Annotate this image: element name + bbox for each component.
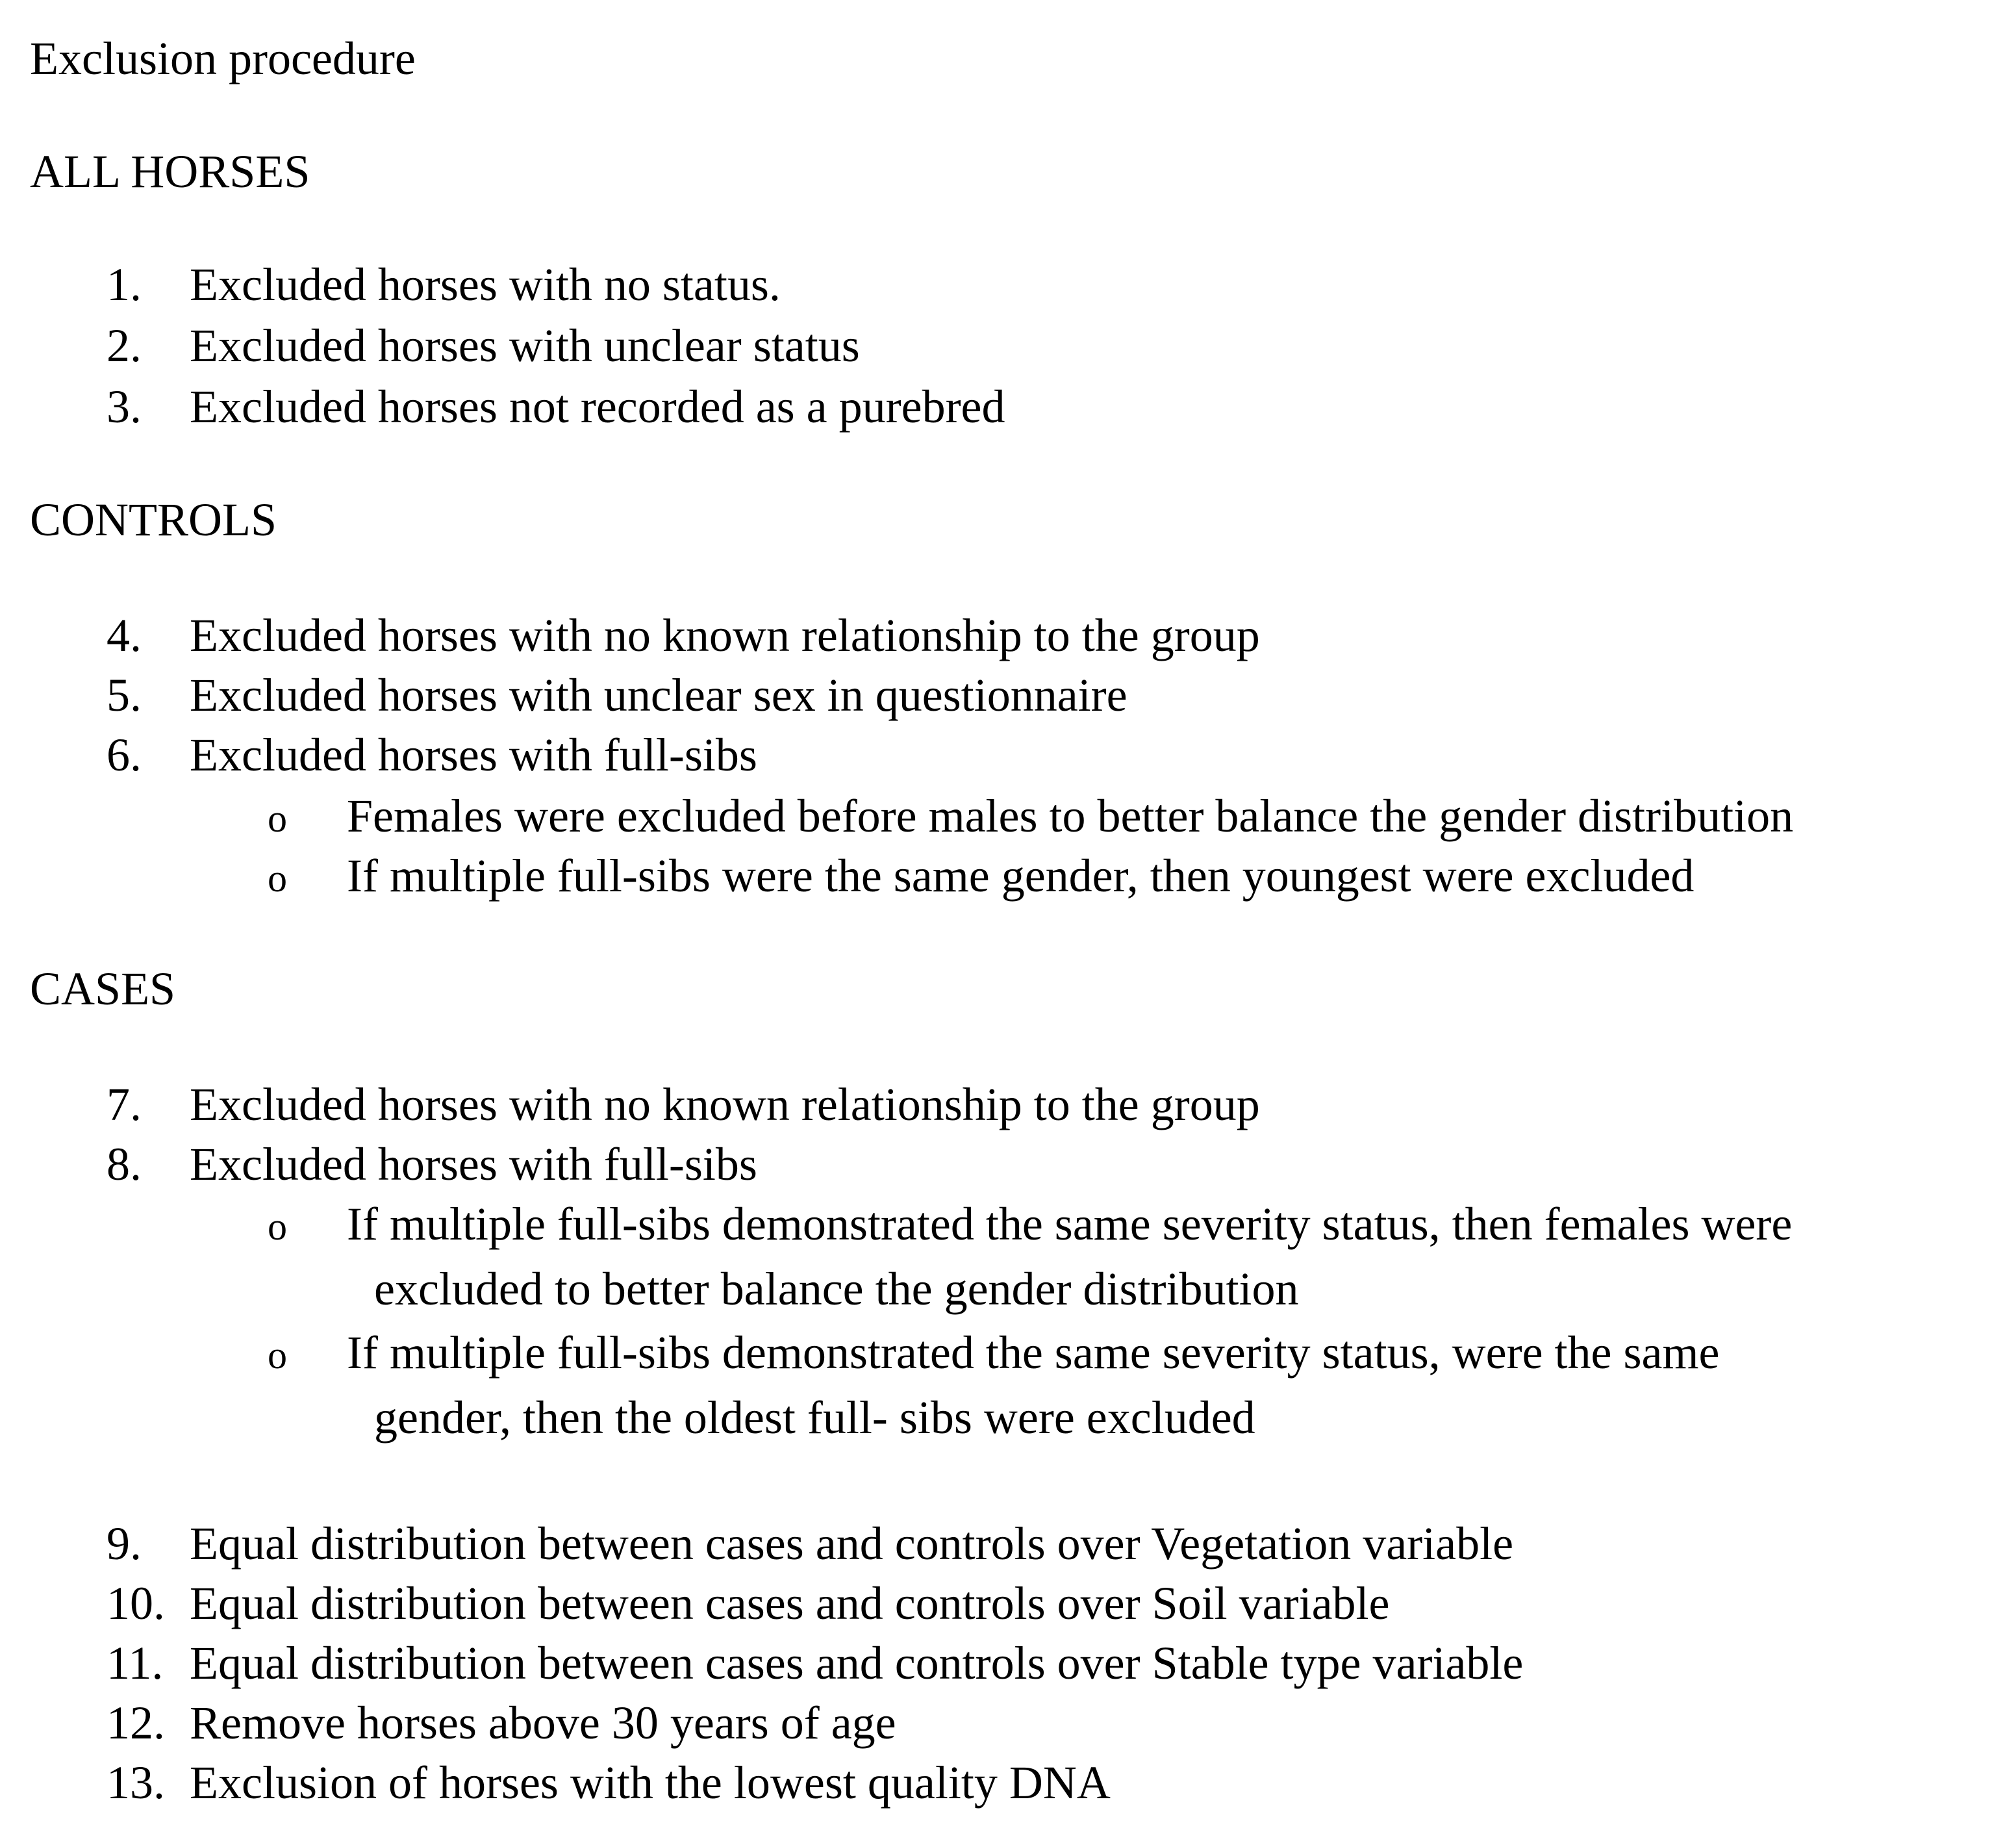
item-text: Excluded horses with full-sibs [190, 1138, 757, 1190]
item-text: Excluded horses with no known relationship to the group [190, 609, 1260, 661]
item-number: 3. [107, 381, 142, 433]
bullet-marker: o [268, 1334, 287, 1377]
item-text: Excluded horses with no status. [190, 259, 781, 311]
item-number: 7. [107, 1078, 142, 1130]
item-number: 12. [107, 1697, 165, 1749]
sub-item-text: Females were excluded before males to better balance the gender distribution [347, 790, 1794, 842]
bullet-marker: o [268, 1205, 287, 1248]
item-text: Excluded horses not recorded as a purebred [190, 381, 1005, 433]
item-number: 9. [107, 1518, 142, 1570]
item-number: 10. [107, 1577, 165, 1629]
item-number: 11. [107, 1637, 164, 1689]
item-number: 4. [107, 609, 142, 661]
item-number: 2. [107, 320, 142, 372]
sub-item-text: If multiple full-sibs demonstrated the same severity status, then females were [347, 1198, 1793, 1250]
item-text: Excluded horses with unclear sex in questionnaire [190, 669, 1128, 721]
document-title: Exclusion procedure [30, 32, 416, 84]
item-number: 13. [107, 1757, 165, 1809]
bullet-marker: o [268, 797, 287, 840]
item-number: 6. [107, 729, 142, 781]
item-number: 5. [107, 669, 142, 721]
item-text: Excluded horses with full-sibs [190, 729, 757, 781]
sub-item-text-continued: excluded to better balance the gender distribution [374, 1263, 1299, 1315]
bullet-marker: o [268, 857, 287, 900]
section-heading-all-horses: ALL HORSES [30, 146, 310, 197]
item-text: Equal distribution between cases and controls over Stable type variable [190, 1637, 1524, 1689]
item-text: Equal distribution between cases and controls over Soil variable [190, 1577, 1390, 1629]
item-text: Remove horses above 30 years of age [190, 1697, 896, 1749]
item-number: 8. [107, 1138, 142, 1190]
section-heading-controls: CONTROLS [30, 494, 277, 546]
item-number: 1. [107, 259, 142, 311]
item-text: Exclusion of horses with the lowest quality DNA [190, 1757, 1111, 1809]
section-heading-cases: CASES [30, 963, 176, 1015]
item-text: Excluded horses with unclear status [190, 320, 860, 372]
sub-item-text: If multiple full-sibs were the same gender, then youngest were excluded [347, 850, 1695, 902]
sub-item-text-continued: gender, then the oldest full- sibs were excluded [374, 1392, 1255, 1444]
sub-item-text: If multiple full-sibs demonstrated the same severity status, were the same [347, 1327, 1720, 1379]
item-text: Excluded horses with no known relationship to the group [190, 1078, 1260, 1130]
item-text: Equal distribution between cases and controls over Vegetation variable [190, 1518, 1514, 1570]
